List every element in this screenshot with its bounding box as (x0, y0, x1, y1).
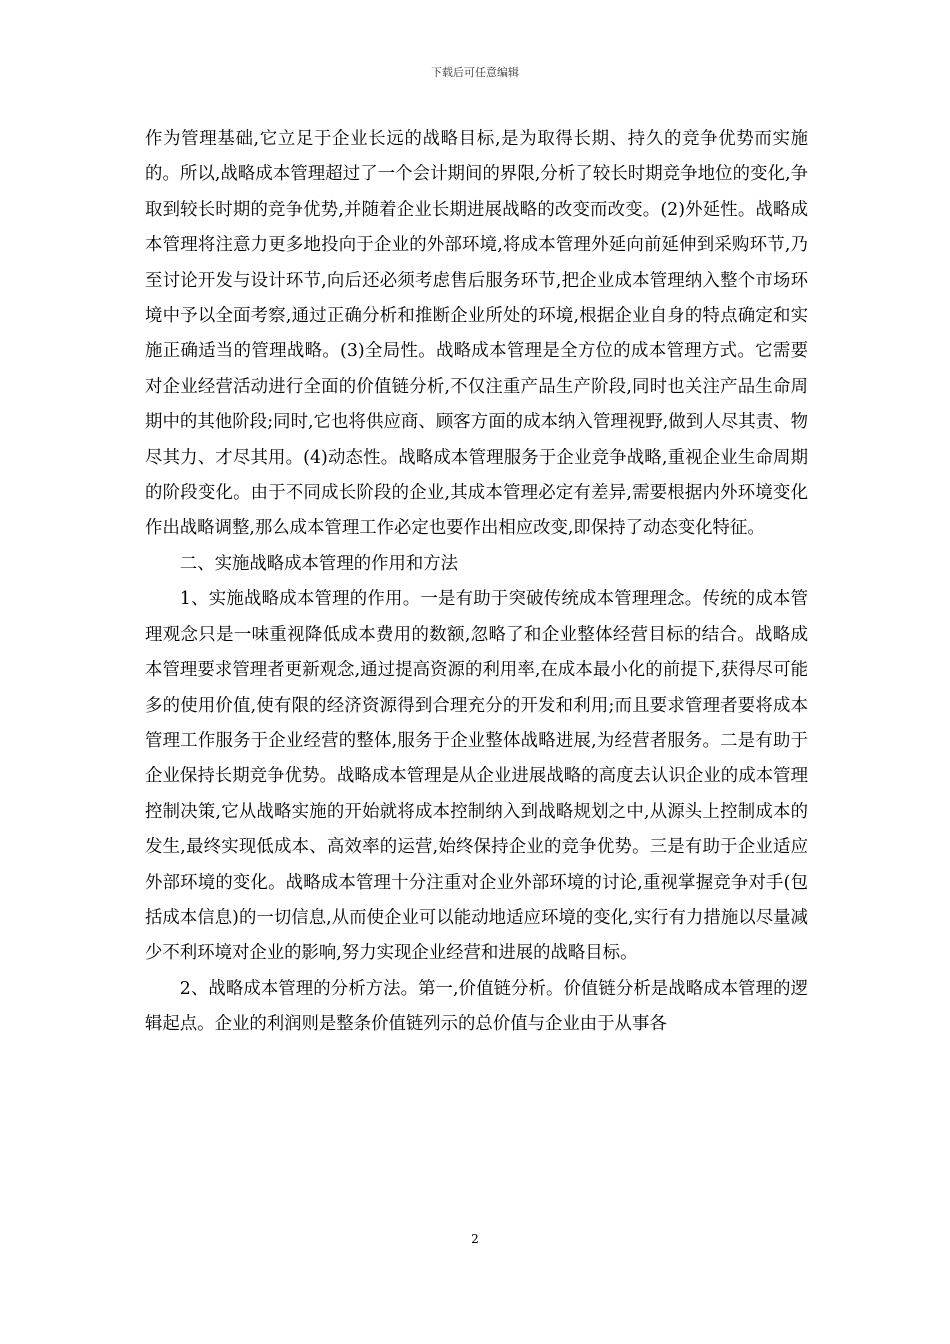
page-header: 下载后可任意编辑 (431, 66, 519, 79)
section-heading: 二、实施战略成本管理的作用和方法 (179, 553, 459, 574)
paragraph-analysis-methods: 2、战略成本管理的分析方法。第一,价值链分析。价值链分析是战略成本管理的逻辑起点。企业的利润则是整条价值链列示的总价值与企业由于从事各 (145, 978, 808, 1035)
paragraph-role-of-strategic-cost-management: 1、实施战略成本管理的作用。一是有助于突破传统成本管理理念。传统的成本管理观念只是一味重视降低成本费用的数额,忽略了和企业整体经营目标的结合。战略成本管理要求管理者更新观念,通过提高资源的利用率,在成本最小化的前提下,获得尽可能多的使用价值,使有限的经济资源得到合理充分的开发和利用;而且要求管理者要将成本管理工作服务于企业经营的整体,服务于企业整体战略进展,为经营者服务。二是有助于企业保持长期竞争优势。战略成本管理是从企业进展战略的高度去认识企业的成本管理控制决策,它从战略实施的开始就将成本控制纳入到战略规划之中,从源头上控制成本的发生,最终实现低成本、高效率的运营,始终保持企业的竞争优势。三是有助于企业适应外部环境的变化。战略成本管理十分注重对企业外部环境的讨论,重视掌握竞争对手(包括成本信息)的一切信息,从而使企业可以能动地适应环境的变化,实行有力措施以尽量减少不利环境对企业的影响,努力实现企业经营和进展的战略目标。 (145, 589, 808, 964)
page-number: 2 (471, 1232, 479, 1246)
body-text (145, 122, 808, 1043)
paragraph-continuation: 作为管理基础,它立足于企业长远的战略目标,是为取得长期、持久的竞争优势而实施的。所以,战略成本管理超过了一个会计期间的界限,分析了较长时期竞争地位的变化,争取到较长时期的竞争优势,并随着企业长期进展战略的改变而改变。(2)外延性。战略成本管理将注意力更多地投向于企业的外部环境,将成本管理外延向前延伸到采购环节,乃至讨论开发与设计环节,向后还必须考虑售后服务环节,把企业成本管理纳入整个市场环境中予以全面考察,通过正确分析和推断企业所处的环境,根据企业自身的特点确定和实施正确适当的管理战略。(3)全局性。战略成本管理是全方位的成本管理方式。它需要对企业经营活动进行全面的价值链分析,不仅注重产品生产阶段,同时也关注产品生命周期中的其他阶段;同时,它也将供应商、顾客方面的成本纳入管理视野,做到人尽其责、物尽其力、才尽其用。(4)动态性。战略成本管理服务于企业竞争战略,重视企业生命周期的阶段变化。由于不同成长阶段的企业,其成本管理必定有差异,需要根据内外环境变化作出战略调整,那么成本管理工作必定也要作出相应改变,即保持了动态变化特征。 (145, 129, 808, 539)
